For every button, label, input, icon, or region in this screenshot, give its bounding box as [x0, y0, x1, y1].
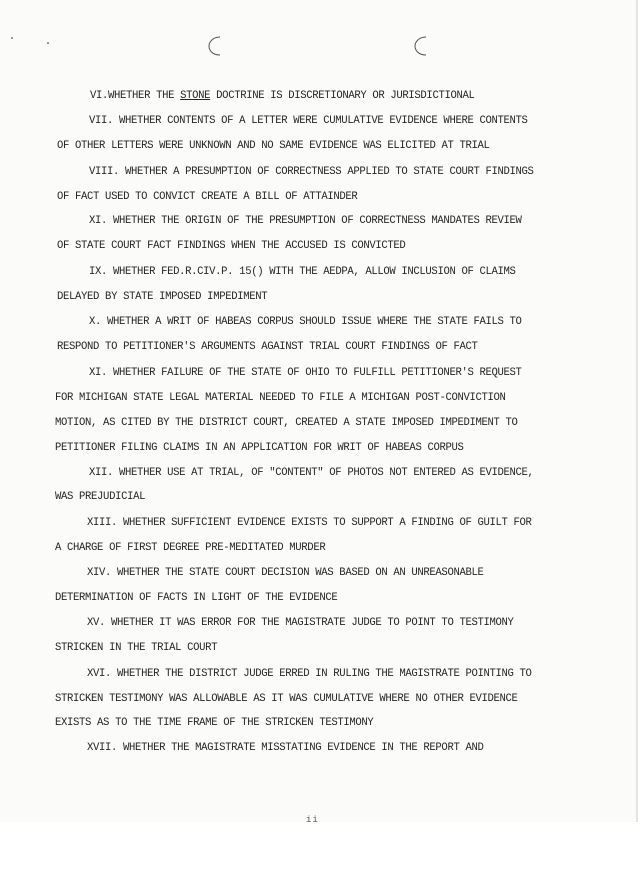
- issue-line: EXISTS AS TO THE TIME FRAME OF THE STRICKEN TESTIMONY: [55, 717, 374, 729]
- issue-line: A CHARGE OF FIRST DEGREE PRE-MEDITATED MURDER: [55, 542, 326, 554]
- issue-line: XIII. WHETHER SUFFICIENT EVIDENCE EXISTS TO SUPPORT A FINDING OF GUILT FOR: [87, 517, 532, 529]
- issue-line: XVI. WHETHER THE DISTRICT JUDGE ERRED IN RULING THE MAGISTRATE POINTING TO: [87, 668, 532, 680]
- issue-line: MOTION, AS CITED BY THE DISTRICT COURT, CREATED A STATE IMPOSED IMPEDIMENT TO: [55, 417, 518, 429]
- issue-line: RESPOND TO PETITIONER'S ARGUMENTS AGAINST TRIAL COURT FINDINGS OF FACT: [57, 341, 478, 353]
- punch-hole-right-icon: [412, 35, 430, 57]
- issue-line: X. WHETHER A WRIT OF HABEAS CORPUS SHOULD ISSUE WHERE THE STATE FAILS TO: [89, 316, 522, 328]
- issue-line: OF FACT USED TO CONVICT CREATE A BILL OF ATTAINDER: [57, 191, 358, 203]
- issue-line: XVII. WHETHER THE MAGISTRATE MISSTATING EVIDENCE IN THE REPORT AND: [87, 742, 484, 754]
- issue-line: VII. WHETHER CONTENTS OF A LETTER WERE CUMULATIVE EVIDENCE WHERE CONTENTS: [89, 115, 528, 127]
- issue-line: XI. WHETHER FAILURE OF THE STATE OF OHIO TO FULFILL PETITIONER'S REQUEST: [89, 367, 522, 379]
- scan-speck: [11, 37, 13, 39]
- issue-line: STRICKEN TESTIMONY WAS ALLOWABLE AS IT WAS CUMULATIVE WHERE NO OTHER EVIDENCE: [55, 693, 518, 705]
- issue-line: WAS PREJUDICIAL: [55, 491, 146, 503]
- issue-line: XII. WHETHER USE AT TRIAL, OF "CONTENT" OF PHOTOS NOT ENTERED AS EVIDENCE,: [89, 467, 534, 479]
- issue-line: DETERMINATION OF FACTS IN LIGHT OF THE EVIDENCE: [55, 592, 338, 604]
- issue-line: VIII. WHETHER A PRESUMPTION OF CORRECTNESS APPLIED TO STATE COURT FINDINGS: [89, 166, 534, 178]
- issue-line: DELAYED BY STATE IMPOSED IMPEDIMENT: [57, 291, 268, 303]
- issue-line: STRICKEN IN THE TRIAL COURT: [55, 642, 218, 654]
- issue-line: PETITIONER FILING CLAIMS IN AN APPLICATION FOR WRIT OF HABEAS CORPUS: [55, 442, 464, 454]
- issue-line: XV. WHETHER IT WAS ERROR FOR THE MAGISTRATE JUDGE TO POINT TO TESTIMONY: [87, 617, 514, 629]
- issue-line: IX. WHETHER FED.R.CIV.P. 15() WITH THE AEDPA, ALLOW INCLUSION OF CLAIMS: [89, 266, 516, 278]
- issue-line: VI.WHETHER THE STONE DOCTRINE IS DISCRETIONARY OR JURISDICTIONAL: [90, 90, 475, 102]
- issue-line: XIV. WHETHER THE STATE COURT DECISION WAS BASED ON AN UNREASONABLE: [87, 567, 484, 579]
- issue-line: XI. WHETHER THE ORIGIN OF THE PRESUMPTION OF CORRECTNESS MANDATES REVIEW: [89, 215, 522, 227]
- scan-margin: [0, 822, 638, 877]
- issue-line: OF STATE COURT FACT FINDINGS WHEN THE ACCUSED IS CONVICTED: [57, 240, 406, 252]
- issue-line: OF OTHER LETTERS WERE UNKNOWN AND NO SAME EVIDENCE WAS ELICITED AT TRIAL: [57, 140, 490, 152]
- punch-hole-left-icon: [206, 35, 224, 57]
- page-number: ii: [306, 815, 319, 822]
- issue-line: FOR MICHIGAN STATE LEGAL MATERIAL NEEDED TO FILE A MICHIGAN POST-CONVICTION: [55, 392, 506, 404]
- scan-speck: [47, 42, 49, 44]
